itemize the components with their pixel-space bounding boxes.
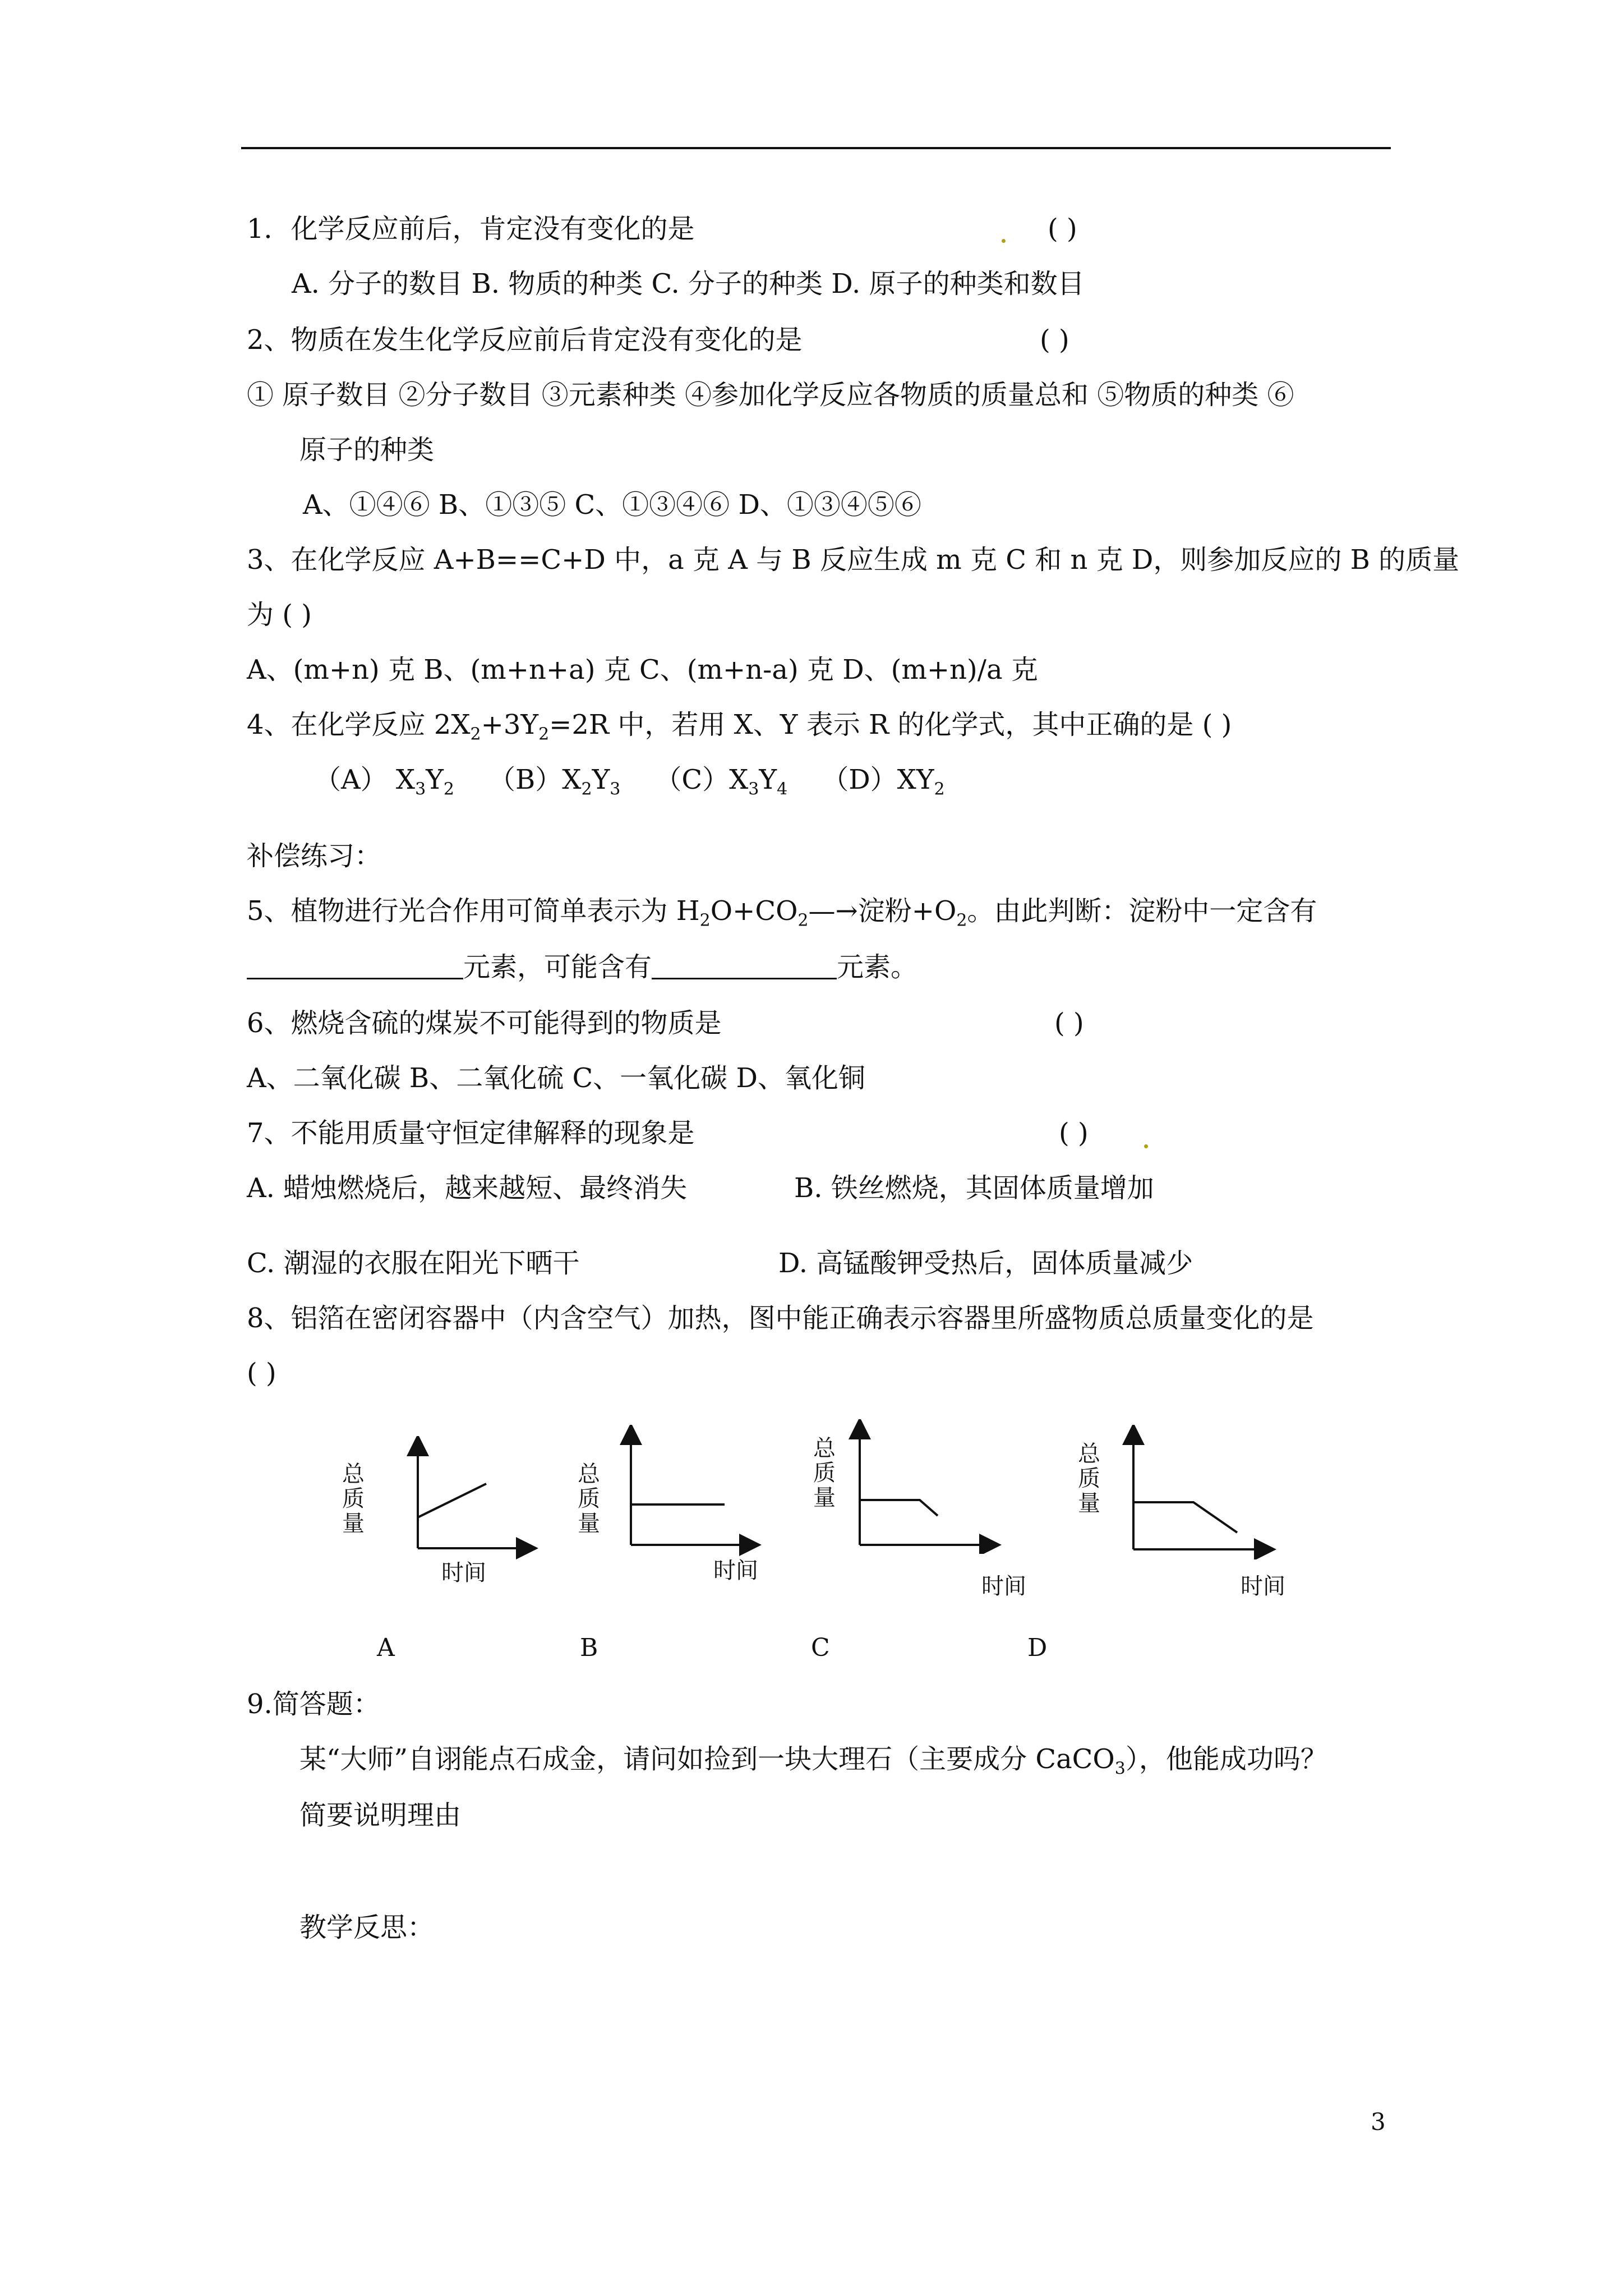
q4-options xyxy=(314,763,945,797)
q4-option-b: $(B)X_2Y_3$ xyxy=(488,764,621,799)
chart-c xyxy=(834,1419,1003,1554)
q1-stem: 1．化学反应前后，肯定没有变化的是 xyxy=(247,213,695,245)
q7-option-a: A. 蜡烛燃烧后，越来越短、最终消失 xyxy=(247,1172,688,1204)
chart-a-data-line xyxy=(418,1484,486,1517)
q9-title: 9.简答题： xyxy=(247,1688,380,1720)
q7-option-c: C. 潮湿的衣服在阳光下晒干 xyxy=(247,1248,580,1279)
q5-blank-definite xyxy=(247,952,463,979)
q7-stem: 7、不能用质量守恒定律解释的现象是 xyxy=(247,1117,695,1149)
q5-blank-possible xyxy=(652,952,837,979)
header-rule xyxy=(241,147,1391,149)
chart-d xyxy=(1108,1425,1276,1559)
teaching-reflection-title: 教学反思： xyxy=(299,1912,435,1943)
q7-option-b: B. 铁丝燃烧，其固体质量增加 xyxy=(794,1172,1154,1204)
q2-stem: 2、物质在发生化学反应前后肯定没有变化的是 xyxy=(247,324,803,356)
q2-items-line1: ① 原子数目 ②分子数目 ③元素种类 ④参加化学反应各物质的质量总和 ⑤物质的种类 ⑥ xyxy=(247,379,1294,411)
page-number: 3 xyxy=(1371,2108,1386,2136)
q8-stem-line2: ( ) xyxy=(247,1358,276,1389)
q6-stem: 6、燃烧含硫的煤炭不可能得到的物质是 xyxy=(247,1007,722,1039)
q9-question-line1: 某“大师”自诩能点石成金，请问如捡到一块大理石（主要成分 CaCO$_3$），他能成功吗？ xyxy=(299,1743,1327,1779)
q3-stem-line1: 3、在化学反应 A+B==C+D 中，a 克 A 与 B 反应生成 m 克 C 和 n 克 D，则参加反应的 B 的质量 xyxy=(247,544,1460,576)
q5-blanks-line: 元素，可能含有 元素。 xyxy=(247,950,917,984)
q2-options: A、①④⑥ B、①③⑤ C、①③④⑥ D、①③④⑤⑥ xyxy=(303,489,921,521)
chart-c-ylabel: 总质量 xyxy=(813,1435,836,1511)
q4-option-d: $(D)XY_2$ xyxy=(822,764,945,799)
chart-c-data-line xyxy=(860,1500,938,1516)
chart-a-label: A xyxy=(377,1634,395,1662)
chart-c-xlabel: 时间 xyxy=(981,1573,1026,1599)
q7-option-d: D. 高锰酸钾受热后，固体质量减少 xyxy=(778,1248,1193,1279)
q4-option-c: $(C)X_3Y_4$ xyxy=(654,764,788,799)
yellow-dot-mark xyxy=(1002,239,1006,243)
chart-b-ylabel: 总质量 xyxy=(578,1461,600,1536)
q6-answer-paren: ( ) xyxy=(1054,1007,1084,1039)
q3-options: A、(m+n) 克 B、(m+n+a) 克 C、(m+n-a) 克 D、(m+n)/a 克 xyxy=(247,654,1038,685)
yellow-dot-mark xyxy=(1144,1144,1148,1148)
q6-options: A、二氧化碳 B、二氧化硫 C、一氧化碳 D、氧化铜 xyxy=(247,1062,865,1094)
chart-c-label: C xyxy=(811,1634,830,1662)
chart-d-xlabel: 时间 xyxy=(1241,1573,1285,1599)
chart-d-ylabel: 总质量 xyxy=(1078,1441,1100,1516)
q3-stem-line2: 为 ( ) xyxy=(247,599,312,631)
chart-b xyxy=(606,1425,763,1559)
section-title-supplementary: 补偿练习： xyxy=(247,840,382,872)
chart-d-label: D xyxy=(1027,1634,1048,1662)
q2-answer-paren: ( ) xyxy=(1040,324,1069,356)
chart-a xyxy=(393,1436,538,1571)
q8-stem-line1: 8、铝箔在密闭容器中（内含空气）加热，图中能正确表示容器里所盛物质总质量变化的是 xyxy=(247,1303,1314,1334)
chart-b-xlabel: 时间 xyxy=(713,1558,758,1584)
q4-option-a: （A） $X_3Y_2$ xyxy=(314,764,454,799)
chart-d-data-line xyxy=(1133,1502,1237,1533)
q1-options: A. 分子的数目 B. 物质的种类 C. 分子的种类 D. 原子的种类和数目 xyxy=(292,268,1085,300)
chart-b-label: B xyxy=(580,1634,598,1662)
q2-items-line2: 原子的种类 xyxy=(299,434,435,466)
q5-stem: 5、植物进行光合作用可简单表示为 $H_2O+CO_2—\to$淀粉$+O_2$。由此判断：淀粉中一定含有 xyxy=(247,895,1317,931)
chart-a-ylabel: 总质量 xyxy=(342,1461,365,1536)
chart-a-xlabel: 时间 xyxy=(441,1560,486,1586)
q4-stem: 4、在化学反应 $2X_2+3Y_2=2R$ 中，若用 X、Y 表示 R 的化学式，其中正确的是 ( ) xyxy=(247,709,1232,744)
q9-question-line2: 简要说明理由 xyxy=(299,1800,462,1831)
q7-answer-paren: ( ) xyxy=(1059,1117,1089,1149)
q1-answer-paren: ( ) xyxy=(1048,213,1077,245)
